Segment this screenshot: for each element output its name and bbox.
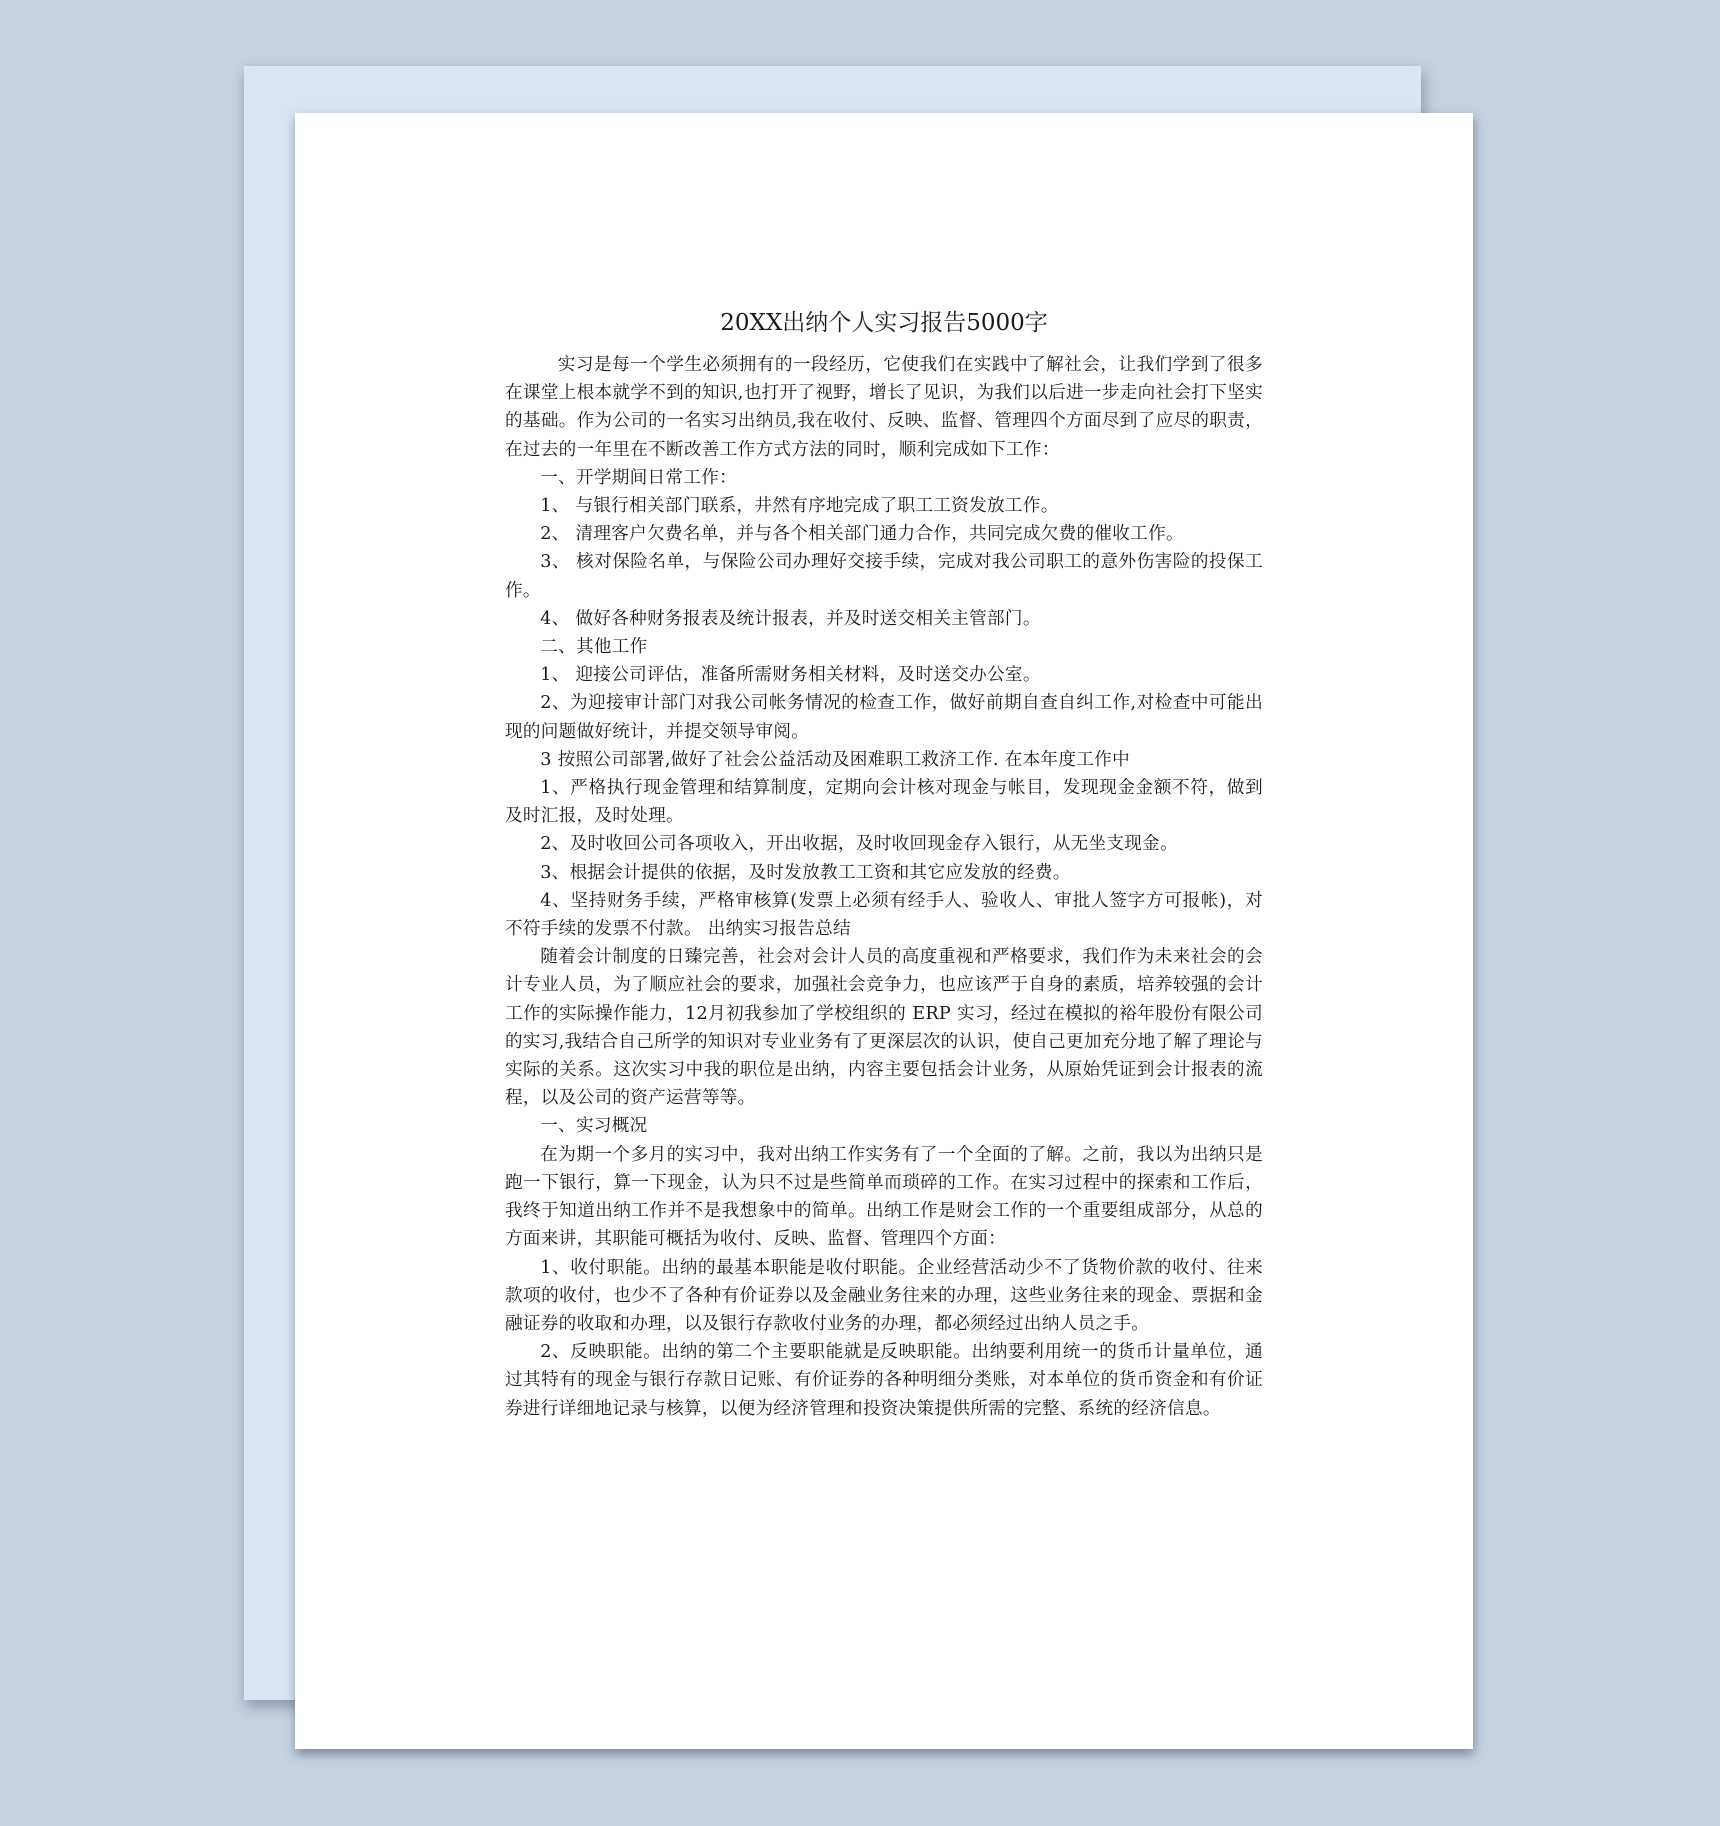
paragraph-intro: 实习是每一个学生必须拥有的一段经历，它使我们在实践中了解社会，让我们学到了很多在课堂上根本就学不到的知识,也打开了视野，增长了见识，为我们以后进一步走向社会打下坚实的基础。作为公司的一名实习出纳员,我在收付、反映、监督、管理四个方面尽到了应尽的职责， 在过去的一年里在不断改善工作方式方法的同时，顺利完成如下工作： [505, 355, 1263, 460]
list-item: 1、 迎接公司评估，准备所需财务相关材料，及时送交办公室。 [540, 665, 1041, 686]
paragraph-overview: 在为期一个多月的实习中，我对出纳工作实务有了一个全面的了解。之前，我以为出纳只是跑一下银行，算一下现金，认为只不过是些简单而琐碎的工作。在实习过程中的探索和工作后，我终于知道出纳工作并不是我想象中的简单。出纳工作是财会工作的一个重要组成部分，从总的方面来讲，其职能可概括为收付、反映、监督、管理四个方面： [505, 1144, 1263, 1250]
paragraph-function-2: 2、反映职能。出纳的第二个主要职能就是反映职能。出纳要利用统一的货币计量单位，通过其特有的现金与银行存款日记账、有价证券的各种明细分类账，对本单位的货币资金和有价证券进行详细地记录与核算，以便为经济管理和投资决策提供所需的完整、系统的经济信息。 [505, 1342, 1263, 1419]
list-item: 4、 做好各种财务报表及统计报表，并及时送交相关主管部门。 [540, 608, 1041, 629]
heading-section-2: 二、其他工作 [540, 637, 648, 658]
document-body [505, 309, 1263, 1423]
front-page-sheet [295, 113, 1473, 1749]
heading-overview: 一、实习概况 [540, 1116, 648, 1137]
list-item: 1、严格执行现金管理和结算制度，定期向会计核对现金与帐目，发现现金金额不符，做到及时汇报，及时处理。 [505, 778, 1263, 827]
list-item: 3 按照公司部署,做好了社会公益活动及困难职工救济工作. 在本年度工作中 [540, 749, 1130, 770]
list-item: 2、为迎接审计部门对我公司帐务情况的检查工作，做好前期自查自纠工作,对检查中可能出现的问题做好统计，并提交领导审阅。 [505, 693, 1263, 742]
paragraph-summary: 随着会计制度的日臻完善，社会对会计人员的高度重视和严格要求，我们作为未来社会的会计专业人员，为了顺应社会的要求，加强社会竞争力，也应该严于自身的素质，培养较强的会计工作的实际操作能力，12月初我参加了学校组织的 ERP 实习，经过在模拟的裕年股份有限公司的实习,我结合自己所学的知识对专业业务有了更深层次的认识，使自己更加充分地了解了理论与实际的关系。这次实习中我的职位是出纳，内容主要包括会计业务，从原始凭证到会计报表的流程，以及公司的资产运营等等。 [505, 947, 1263, 1109]
list-item: 2、 清理客户欠费名单，并与各个相关部门通力合作，共同完成欠费的催收工作。 [540, 524, 1184, 545]
document-title: 20XX出纳个人实习报告5000字 [720, 310, 1048, 336]
paragraph-function-1: 1、收付职能。出纳的最基本职能是收付职能。企业经营活动少不了货物价款的收付、往来款项的收付，也少不了各种有价证券以及金融业务往来的办理，这些业务往来的现金、票据和金融证券的收取和办理，以及银行存款收付业务的办理，都必须经过出纳人员之手。 [505, 1257, 1263, 1334]
list-item: 3、根据会计提供的依据，及时发放教工工资和其它应发放的经费。 [540, 862, 1071, 883]
list-item: 1、 与银行相关部门联系，井然有序地完成了职工工资发放工作。 [540, 496, 1059, 517]
list-item: 2、及时收回公司各项收入，开出收据，及时收回现金存入银行，从无坐支现金。 [540, 834, 1178, 855]
list-item: 4、坚持财务手续，严格审核算(发票上必须有经手人、验收人、审批人签字方可报帐)，对不符手续的发票不付款。 出纳实习报告总结 [505, 890, 1263, 940]
heading-section-1: 一、开学期间日常工作： [540, 467, 738, 488]
list-item: 3、 核对保险名单，与保险公司办理好交接手续，完成对我公司职工的意外伤害险的投保工作。 [505, 552, 1263, 601]
